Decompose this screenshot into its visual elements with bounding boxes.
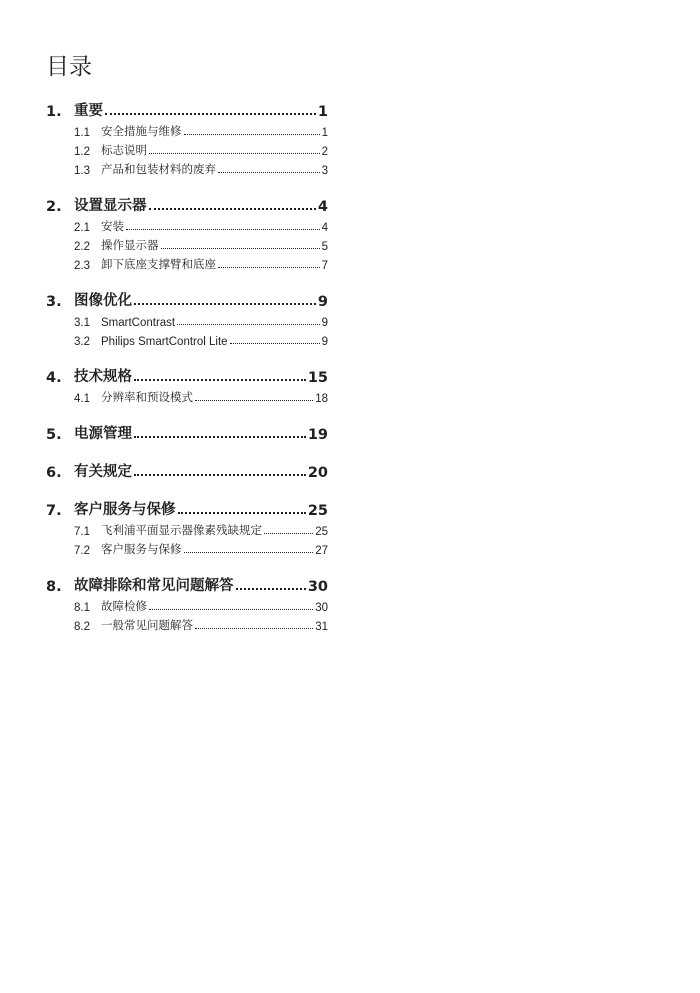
dot-leader bbox=[264, 533, 313, 534]
toc-subentry[interactable] bbox=[46, 519, 328, 538]
page-number: 2 bbox=[321, 146, 328, 158]
toc-entry[interactable] bbox=[46, 193, 328, 215]
toc-section bbox=[46, 288, 328, 348]
dot-leader bbox=[195, 628, 313, 629]
toc-subentry[interactable] bbox=[46, 310, 328, 329]
toc-section bbox=[46, 98, 328, 177]
dot-leader bbox=[134, 436, 306, 438]
dot-leader bbox=[184, 134, 320, 135]
subsection-number: 3.1 bbox=[74, 317, 90, 329]
toc-subentry[interactable] bbox=[46, 595, 328, 614]
section-number: 8. bbox=[46, 579, 62, 595]
dot-leader bbox=[134, 379, 306, 381]
subsection-title: 故障检修 bbox=[101, 599, 147, 613]
section-number: 5. bbox=[46, 427, 62, 443]
dot-leader bbox=[218, 267, 320, 268]
section-title: 客户服务与保修 bbox=[74, 502, 176, 518]
toc-subentry[interactable] bbox=[46, 234, 328, 253]
section-number: 7. bbox=[46, 503, 62, 519]
toc-section bbox=[46, 421, 328, 443]
page-number: 1 bbox=[317, 104, 328, 120]
section-number: 1. bbox=[46, 104, 62, 120]
page-number: 4 bbox=[321, 222, 328, 234]
dot-leader bbox=[149, 153, 320, 154]
section-title: 电源管理 bbox=[74, 426, 132, 442]
subsection-title: 飞利浦平面显示器像素残缺规定 bbox=[101, 523, 262, 537]
subsection-number: 1.1 bbox=[74, 127, 90, 139]
subsection-title: 一般常见问题解答 bbox=[101, 618, 193, 632]
subsection-number: 4.1 bbox=[74, 393, 90, 405]
page-number: 4 bbox=[317, 199, 328, 215]
section-title: 重要 bbox=[74, 103, 103, 119]
section-title: 有关规定 bbox=[74, 464, 132, 480]
dot-leader bbox=[195, 400, 313, 401]
toc-entry[interactable] bbox=[46, 364, 328, 386]
dot-leader bbox=[161, 248, 320, 249]
dot-leader bbox=[134, 303, 316, 305]
subsection-number: 1.2 bbox=[74, 146, 90, 158]
page-number: 7 bbox=[321, 260, 328, 272]
toc-section bbox=[46, 497, 328, 557]
toc-section bbox=[46, 459, 328, 481]
toc-section bbox=[46, 193, 328, 272]
page-number: 30 bbox=[307, 579, 328, 595]
table-of-contents bbox=[46, 98, 328, 649]
page-number: 3 bbox=[321, 165, 328, 177]
section-title: 技术规格 bbox=[74, 369, 132, 385]
subsection-title: 操作显示器 bbox=[101, 238, 159, 252]
dot-leader bbox=[105, 113, 316, 115]
subsection-title: SmartContrast bbox=[101, 317, 176, 329]
toc-entry[interactable] bbox=[46, 98, 328, 120]
toc-entry[interactable] bbox=[46, 288, 328, 310]
page-number: 20 bbox=[307, 465, 328, 481]
subsection-number: 2.3 bbox=[74, 260, 90, 272]
toc-subentry[interactable] bbox=[46, 538, 328, 557]
page-number: 9 bbox=[321, 336, 328, 348]
dot-leader bbox=[149, 208, 316, 210]
toc-section bbox=[46, 573, 328, 633]
section-title: 故障排除和常见问题解答 bbox=[74, 578, 234, 594]
subsection-title: 卸下底座支撑臂和底座 bbox=[101, 257, 216, 271]
section-number: 6. bbox=[46, 465, 62, 481]
toc-entry[interactable] bbox=[46, 497, 328, 519]
page-number: 15 bbox=[307, 370, 328, 386]
page-number: 9 bbox=[321, 317, 328, 329]
section-number: 4. bbox=[46, 370, 62, 386]
subsection-title: 安全措施与维修 bbox=[101, 124, 182, 138]
toc-subentry[interactable] bbox=[46, 139, 328, 158]
dot-leader bbox=[149, 609, 313, 610]
subsection-number: 8.2 bbox=[74, 621, 90, 633]
page-number: 18 bbox=[315, 393, 328, 405]
toc-subentry[interactable] bbox=[46, 386, 328, 405]
subsection-number: 2.1 bbox=[74, 222, 90, 234]
subsection-number: 2.2 bbox=[74, 241, 90, 253]
section-number: 3. bbox=[46, 294, 62, 310]
subsection-number: 7.2 bbox=[74, 545, 90, 557]
page-number: 9 bbox=[317, 294, 328, 310]
page-number: 31 bbox=[315, 621, 328, 633]
page-number: 19 bbox=[307, 427, 328, 443]
toc-entry[interactable] bbox=[46, 573, 328, 595]
subsection-title: 标志说明 bbox=[101, 143, 147, 157]
dot-leader bbox=[126, 229, 320, 230]
toc-subentry[interactable] bbox=[46, 329, 328, 348]
toc-entry[interactable] bbox=[46, 421, 328, 443]
page-number: 27 bbox=[315, 545, 328, 557]
dot-leader bbox=[177, 324, 319, 325]
subsection-number: 3.2 bbox=[74, 336, 90, 348]
section-title: 图像优化 bbox=[74, 293, 132, 309]
subsection-title: 客户服务与保修 bbox=[101, 542, 182, 556]
dot-leader bbox=[218, 172, 320, 173]
page-number: 25 bbox=[315, 526, 328, 538]
toc-subentry[interactable] bbox=[46, 158, 328, 177]
toc-subentry[interactable] bbox=[46, 120, 328, 139]
section-number: 2. bbox=[46, 199, 62, 215]
toc-subentry[interactable] bbox=[46, 215, 328, 234]
dot-leader bbox=[230, 343, 320, 344]
subsection-number: 7.1 bbox=[74, 526, 90, 538]
toc-subentry[interactable] bbox=[46, 253, 328, 272]
section-title: 设置显示器 bbox=[74, 198, 147, 214]
page-number: 30 bbox=[315, 602, 328, 614]
dot-leader bbox=[184, 552, 314, 553]
page-number: 1 bbox=[321, 127, 328, 139]
subsection-number: 8.1 bbox=[74, 602, 90, 614]
subsection-title: 安装 bbox=[101, 219, 124, 233]
page-number: 25 bbox=[307, 503, 328, 519]
dot-leader bbox=[178, 512, 306, 514]
toc-section bbox=[46, 364, 328, 405]
subsection-title: Philips SmartControl Lite bbox=[101, 336, 228, 348]
dot-leader bbox=[236, 588, 306, 590]
subsection-number: 1.3 bbox=[74, 165, 90, 177]
subsection-title: 产品和包装材料的废弃 bbox=[101, 162, 216, 176]
page-number: 5 bbox=[321, 241, 328, 253]
dot-leader bbox=[134, 474, 306, 476]
toc-entry[interactable] bbox=[46, 459, 328, 481]
subsection-title: 分辨率和预设模式 bbox=[101, 390, 193, 404]
toc-subentry[interactable] bbox=[46, 614, 328, 633]
page-title: 目录 bbox=[46, 54, 92, 80]
